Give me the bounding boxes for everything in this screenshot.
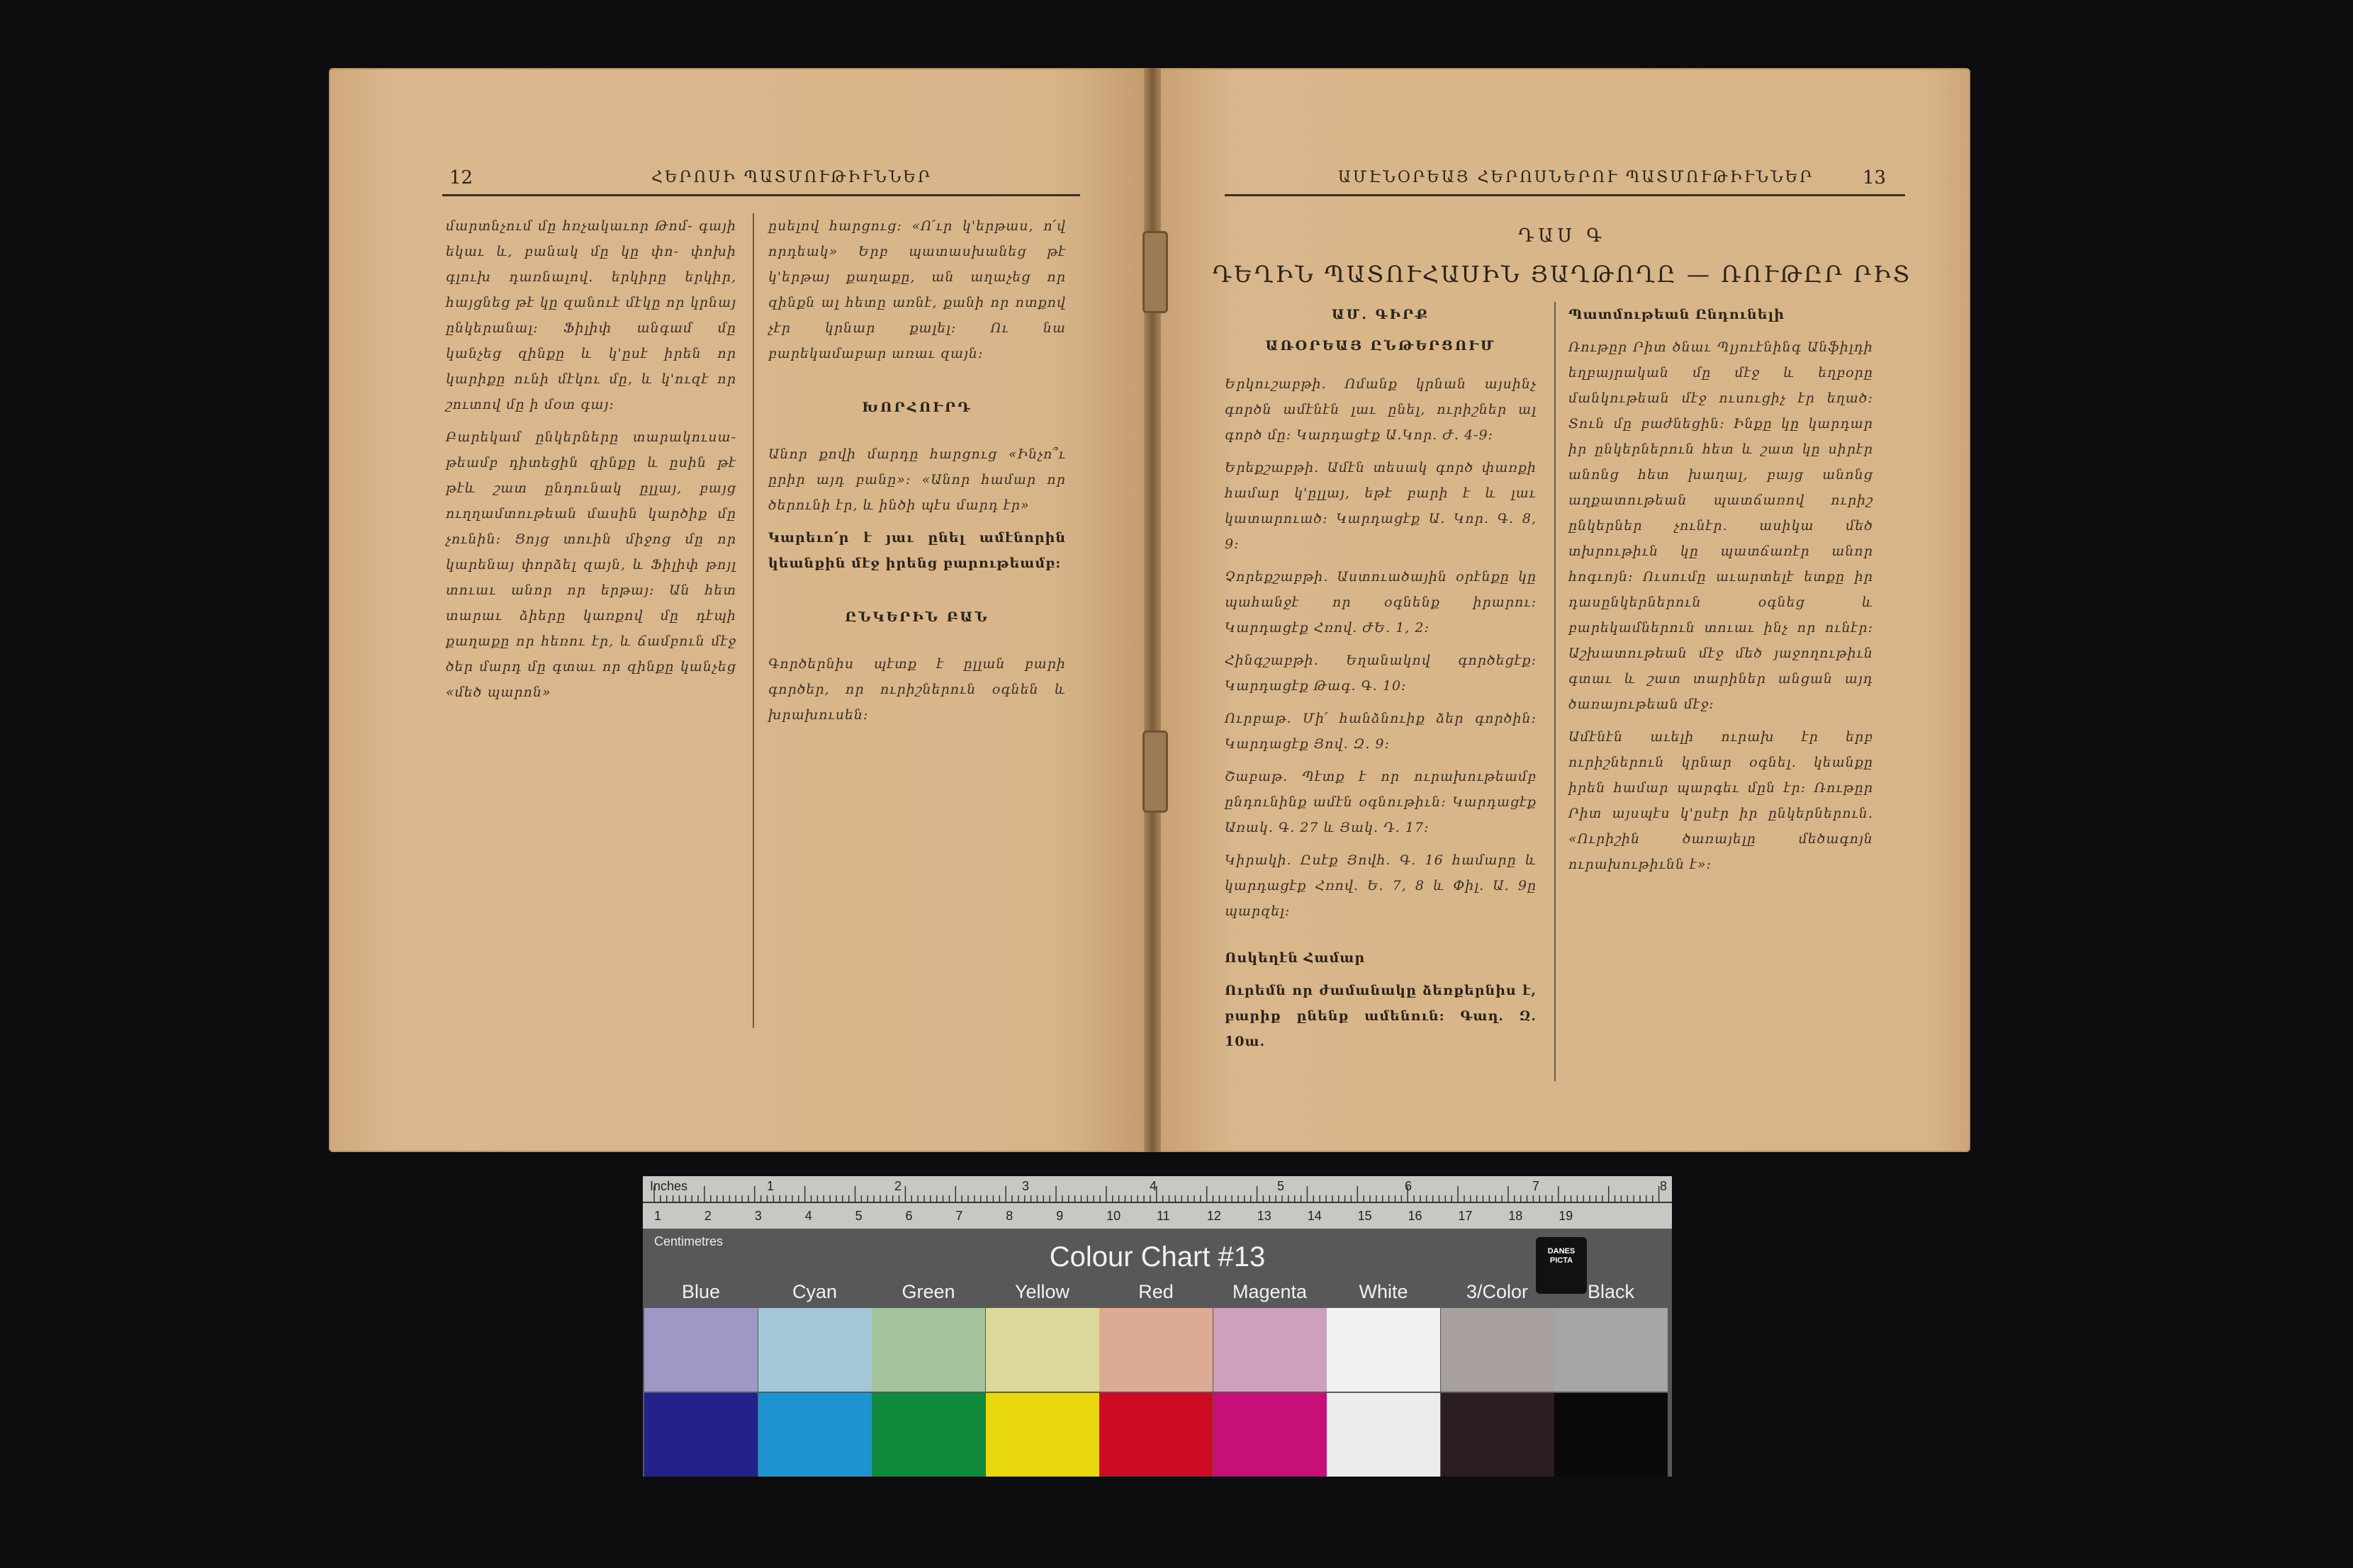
subheading: ԱՌՕՐԵԱՅ ԸՆԹԵՐՑՈՒՄ [1265, 338, 1496, 354]
swatch-label: 3/Color [1466, 1281, 1529, 1302]
reading-day: Կիրակի. Ըսէք Յովհ. Գ. 16 համարը և կարդացէք Հռով. Ե. 7, 8 և Փիլ. Ա. 9ը պարզել: [1225, 852, 1537, 919]
swatch-dark [1327, 1393, 1440, 1477]
right-page [1154, 68, 1970, 1152]
paragraph: Ռութըր Րիտ ծնաւ Պլյուէնինգ Անֆիլդի եղբայրական մը մէջ և եղբօրը մանկութեան մէջ ուսուցիչ էր եղած: Տուն մը բաժնեցին: Ինքը կը կարդար իր ընկերներուն հետ և շատ կը սիրէր անոնց հետ խաղալ, բայց անոնց աղքատութեան պատճառով ուրիշ ընկերներ չունէր. ասիկա մեծ տխրութիւն կը պատճառէր անոր հոգւոյն: Ուսումը աւարտելէ ետքը իր դասընկերներուն օգնեց և բարեկամներուն տուաւ ինչ որ ունէր: Աշխատութեան մէջ մեծ յաջողութիւն գտաւ և շատ տարիներ անցան այդ ծառայութեան մէջ: [1568, 339, 1873, 712]
cm-tick-label: 11 [1157, 1209, 1170, 1223]
swatch-label: Yellow [1014, 1281, 1070, 1302]
golden-verse: Ուրեմն որ ժամանակը ձեռքերնիս է, բարիք ընենք ամենուն: Գաղ. Զ. 10ա. [1225, 983, 1537, 1049]
inch-tick-label: 1 [767, 1179, 775, 1193]
inch-tick-label: 5 [1277, 1179, 1285, 1193]
inch-tick-label: 3 [1022, 1179, 1030, 1193]
cm-tick-label: 12 [1206, 1209, 1221, 1223]
column-divider [1554, 302, 1556, 1081]
measurement-scale [643, 1176, 1672, 1229]
swatch-label: Blue [681, 1281, 721, 1302]
cm-tick-label: 10 [1106, 1209, 1121, 1223]
staple [1142, 731, 1168, 813]
running-head: ՀԵՐՈՍԻ ՊԱՏՄՈՒԹԻՒՆՆԵՐ [651, 169, 933, 186]
lesson-title: ԴԵՂԻՆ ՊԱՏՈՒՀԱՍԻՆ ՅԱՂԹՈՂԸ — ՌՈՒԹԸՐ ՐԻՏ [1212, 261, 1912, 288]
swatch-dark [1554, 1393, 1668, 1477]
swatch-light [1213, 1308, 1327, 1392]
subheading: ԱՄ. ԳԻՐՔ [1331, 307, 1430, 322]
paragraph: Անոր քովի մարդը հարցուց «Ինչո՞ւ ըրիր այդ բանը»: «Անոր համար որ ծերունի էր, և ինծի պէս մարդ էր» [768, 446, 1066, 513]
swatch-light [1099, 1308, 1213, 1392]
cm-tick-label: 6 [905, 1209, 913, 1223]
left-column-2 [768, 213, 1066, 735]
subheading-golden-verse: Ոսկեղէն Համար [1225, 950, 1366, 966]
brand-logo: DANES PICTA [1536, 1237, 1587, 1294]
paragraph: Գործերնիս պէտք է ըլլան բարի գործեր, որ ուրիշներուն օգնեն և խրախուսեն: [768, 656, 1066, 723]
cm-tick-label: 1 [654, 1209, 662, 1223]
cm-tick-label: 7 [955, 1209, 963, 1223]
swatch-dark [872, 1393, 985, 1477]
paragraph-bold: Կարեւո՛ր է յաւ ընել ամէնորին կեանքին մէջ իրենց բարութեամբ: [768, 530, 1066, 571]
inch-tick-label: 4 [1150, 1179, 1157, 1193]
swatch-light [872, 1308, 985, 1392]
inch-tick-label: 6 [1405, 1179, 1413, 1193]
subheading: ԽՈՐՀՈՒՐԴ [862, 400, 972, 415]
subheading: Պատմութեան Ընդունելի [1568, 307, 1785, 322]
lesson-number: ԴԱՍ Գ [1518, 225, 1606, 247]
paragraph: Բարեկամ ընկերները տարակուսա- թեամբ դիտեցին զինքը և ըսին թէ թէև շատ ընդունակ ըլլայ, բայց ուղղամտութեան մասին կարծիք մը չունին: Ցոյց տուին միջոց մը որ կարենայ փորձել զայն, և Ֆիլիփ թոյլ տուաւ անոր որ երթայ: Ան հետ տարաւ ձիերը կառքով մը դէպի քաղաքը որ հեռու էր, և ճամբուն մէջ ծեր մարդ մը գտաւ որ զինքը կանչեց «մեծ պարոն» [446, 429, 736, 700]
inch-tick-label: 2 [894, 1179, 902, 1193]
paragraph: մարտնչում մը հռչակաւոր Թոմ- գայի եկաւ և, բանակ մը կը փո- փոխի գլուխ դառնալով. երկիրը երկիր, հայցնեց թէ կը զանուէ մէկը որ կրնայ ընկերանալ: Ֆիլիփ անգամ մը կանչեց զինքը և կ'ըսէ իրեն որ կարիքը ունի մէկու մը, և կ'ուզէ որ շուտով մը ի մօտ գայ: [446, 218, 736, 412]
right-column-1 [1225, 302, 1537, 1061]
swatch-light [1327, 1308, 1440, 1392]
header-rule [1225, 194, 1905, 196]
swatch-light [986, 1308, 1099, 1392]
staple [1142, 231, 1168, 313]
reading-day: Երկուշաբթի. Ոմանք կրնան այսինչ գործն ամէնէն լաւ ընել, ուրիշներ ալ գործ մը: Կարդացէք Ա.Կոր. Ժ. 4-9: [1225, 376, 1537, 443]
left-column-1 [446, 213, 736, 712]
cm-tick-label: 19 [1559, 1209, 1573, 1223]
header-rule [442, 194, 1080, 196]
inch-tick-label: 8 [1660, 1179, 1668, 1193]
swatch-label: Red [1138, 1281, 1174, 1302]
left-page [329, 68, 1151, 1152]
colour-chart [643, 1176, 1672, 1477]
open-booklet [329, 68, 1970, 1152]
cm-tick-label: 5 [855, 1209, 863, 1223]
cm-tick-label: 16 [1408, 1209, 1422, 1223]
swatch-label: White [1359, 1281, 1408, 1302]
centimetres-label: Centimetres [654, 1234, 724, 1248]
cm-tick-label: 13 [1257, 1209, 1271, 1223]
swatch-label: Green [902, 1281, 955, 1302]
cm-tick-label: 8 [1006, 1209, 1013, 1223]
inches-label: Inches [650, 1179, 688, 1193]
swatch-dark [986, 1393, 1099, 1477]
cm-tick-label: 15 [1357, 1209, 1372, 1223]
reading-day: Ուրբաթ. Մի՛ հանձնուիք ձեր գործին: Կարդացէք Յով. Զ. 9: [1225, 711, 1537, 752]
cm-tick-label: 9 [1056, 1209, 1064, 1223]
swatch-dark [758, 1393, 872, 1477]
swatch-label: Black [1587, 1281, 1635, 1302]
cm-tick-label: 2 [704, 1209, 712, 1223]
swatch-label: Magenta [1232, 1281, 1308, 1302]
swatch-light [644, 1308, 758, 1392]
swatch-light [1554, 1308, 1668, 1392]
swatch-dark [1099, 1393, 1213, 1477]
swatch-light [1441, 1308, 1554, 1392]
swatch-light [758, 1308, 872, 1392]
reading-day: Չորեքշաբթի. Աստուածային օրէնքը կը պահանջէ որ օգնենք իրարու: Կարդացէք Հռով. ԺԵ. 1, 2: [1225, 569, 1537, 636]
cm-tick-label: 18 [1508, 1209, 1523, 1223]
subheading: ԸՆԿԵՐԻՆ ԲԱՆ [845, 609, 989, 625]
swatch-label: Cyan [792, 1281, 838, 1302]
column-divider [753, 213, 754, 1028]
cm-tick-label: 14 [1307, 1209, 1322, 1223]
reading-day: Երեքշաբթի. Ամէն տեսակ գործ փառքի համար կ'ըլլայ, եթէ բարի է և լաւ կատարուած: Կարդացէք Ա. Կոր. Գ. 8, 9: [1225, 460, 1537, 552]
swatch-dark [1213, 1393, 1327, 1477]
paragraph: Ամէնէն աւելի ուրախ էր երբ ուրիշներուն կրնար օգնել. կեանքը իրեն համար պարգեւ մըն էր: Ռութըր Րիտ այսպէս կ'ըսէր իր ընկերներուն. «Ուրիշին ծառայելը մեծագոյն ուրախութիւնն է»: [1568, 729, 1873, 872]
cm-tick-label: 4 [804, 1209, 812, 1223]
cm-tick-label: 17 [1458, 1209, 1473, 1223]
page-number: 12 [449, 167, 473, 188]
page-number: 13 [1863, 167, 1887, 188]
swatch-dark [1441, 1393, 1554, 1477]
right-column-2 [1568, 302, 1873, 884]
chart-title: Colour Chart #13 [1049, 1241, 1266, 1273]
running-head: ԱՄԷՆՕՐԵԱՅ ՀԵՐՈՍՆԵՐՈՒ ՊԱՏՄՈՒԹԻՒՆՆԵՐ [1338, 169, 1814, 186]
swatch-dark [644, 1393, 758, 1477]
cm-tick-label: 3 [754, 1209, 762, 1223]
reading-day: Շաբաթ. Պէտք է որ ուրախութեամբ ընդունինք ամէն օգնութիւն: Կարդացէք Առակ. Գ. 27 և Յակ. Դ. 17: [1225, 769, 1537, 835]
reading-day: Հինգշաբթի. Եղանակով գործեցէք: Կարդացէք Թագ. Գ. 10: [1225, 653, 1537, 694]
paragraph: ըսելով հարցուց: «Ո՛ւր կ'երթաս, ո՛վ որդեակ» Երբ պատասխանեց թէ կ'երթայ քաղաքը, ան աղաչեց որ զինքն ալ հետը առնէ, քանի որ ոտքով չէր կրնար քալել: Ու նա բարեկամաբար առաւ զայն: [768, 218, 1066, 361]
inch-tick-label: 7 [1532, 1179, 1540, 1193]
